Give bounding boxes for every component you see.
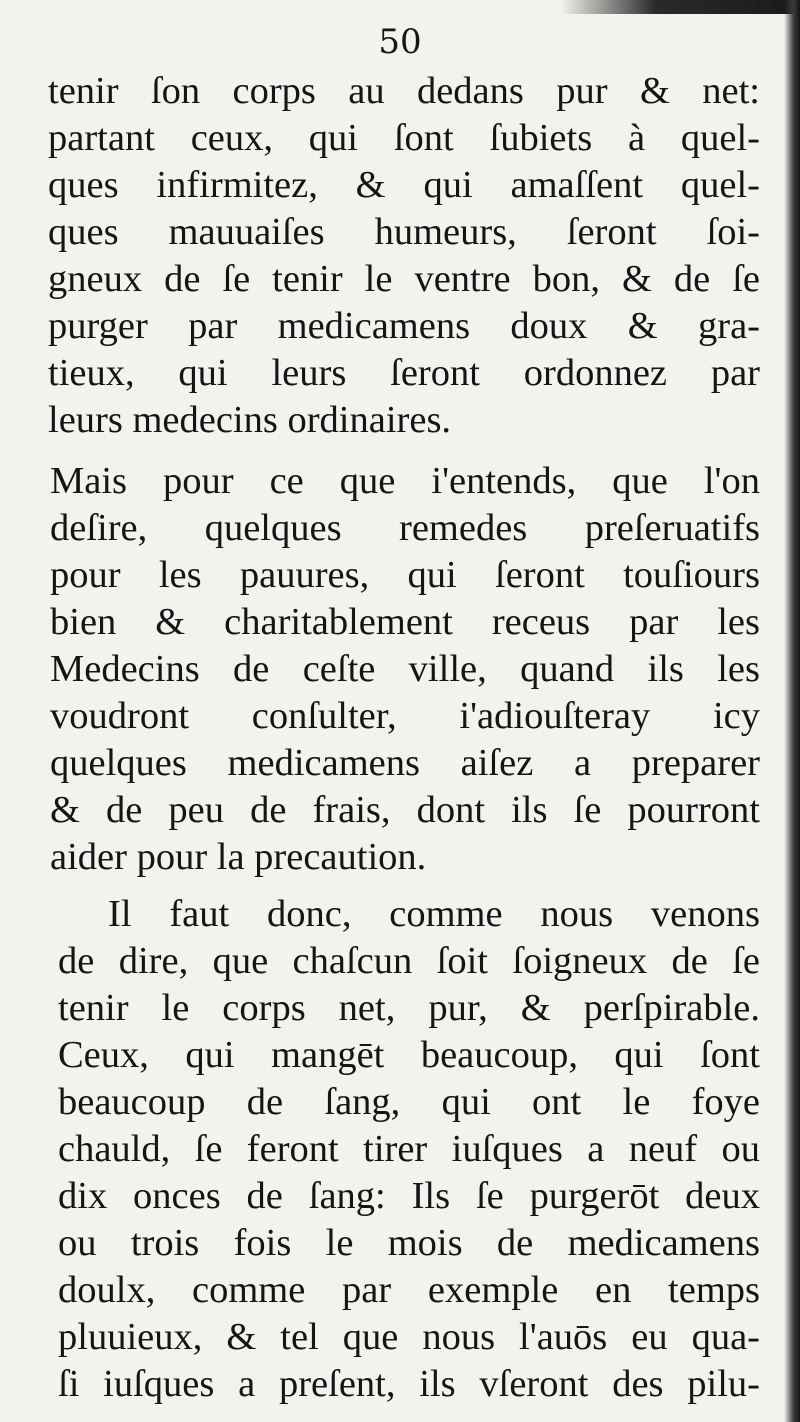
- text-line: Mais pour ce que i'entends, que l'on: [50, 460, 760, 502]
- text-line: & de peu de frais, dont ils ſe pourront: [50, 789, 760, 831]
- text-line: deſire, quelques remedes preſeruatifs: [50, 507, 760, 549]
- text-line: Medecins de ceſte ville, quand ils les: [50, 648, 760, 690]
- page-edge-shadow-top: [560, 0, 800, 14]
- text-line: Il faut donc, comme nous venons: [108, 893, 760, 935]
- text-line: purger par medicamens doux & gra-: [48, 305, 760, 347]
- text-line: quelques medicamens aiſez a preparer: [50, 742, 760, 784]
- text-line: ou trois fois le mois de medicamens: [58, 1222, 760, 1264]
- paragraph-1: [48, 68, 760, 444]
- text-line: ques mauuaiſes humeurs, ſeront ſoi-: [48, 211, 760, 253]
- text-line: tenir le corps net, pur, & perſpirable.: [58, 987, 760, 1029]
- paragraph-3: [48, 891, 760, 1408]
- body-text: [48, 68, 760, 1408]
- text-line: tenir ſon corps au dedans pur & net:: [48, 70, 760, 112]
- text-line: tieux, qui leurs ſeront ordonnez par: [48, 352, 760, 394]
- text-line: pour les pauures, qui ſeront touſiours: [50, 554, 760, 596]
- text-line: gneux de ſe tenir le ventre bon, & de ſe: [48, 258, 760, 300]
- text-line: de dire, que chaſcun ſoit ſoigneux de ſe: [58, 940, 760, 982]
- text-line: voudront conſulter, i'adiouſteray icy: [50, 695, 760, 737]
- text-line: leurs medecins ordinaires.: [48, 399, 452, 441]
- text-line: doulx, comme par exemple en temps: [58, 1269, 760, 1311]
- text-line: aider pour la precaution.: [50, 836, 427, 878]
- text-line: pluuieux, & tel que nous l'auōs eu qua-: [58, 1316, 760, 1358]
- text-line: chauld, ſe feront tirer iuſques a neuf ou: [58, 1128, 760, 1170]
- page-edge-shadow-right: [784, 0, 800, 1422]
- text-line: dix onces de ſang: Ils ſe purgerōt deux: [58, 1175, 760, 1217]
- text-line: Ceux, qui mangēt beaucoup, qui ſont: [58, 1034, 760, 1076]
- paragraph-2: [48, 458, 760, 881]
- text-line: partant ceux, qui ſont ſubiets à quel-: [48, 117, 760, 159]
- text-line: ques infirmitez, & qui amaſſent quel-: [48, 164, 760, 206]
- page-number: 50: [378, 22, 422, 62]
- text-line: bien & charitablement receus par les: [50, 601, 760, 643]
- text-line: beaucoup de ſang, qui ont le foye: [58, 1081, 760, 1123]
- text-line: ſi iuſques a preſent, ils vſeront des pilu-: [58, 1363, 760, 1405]
